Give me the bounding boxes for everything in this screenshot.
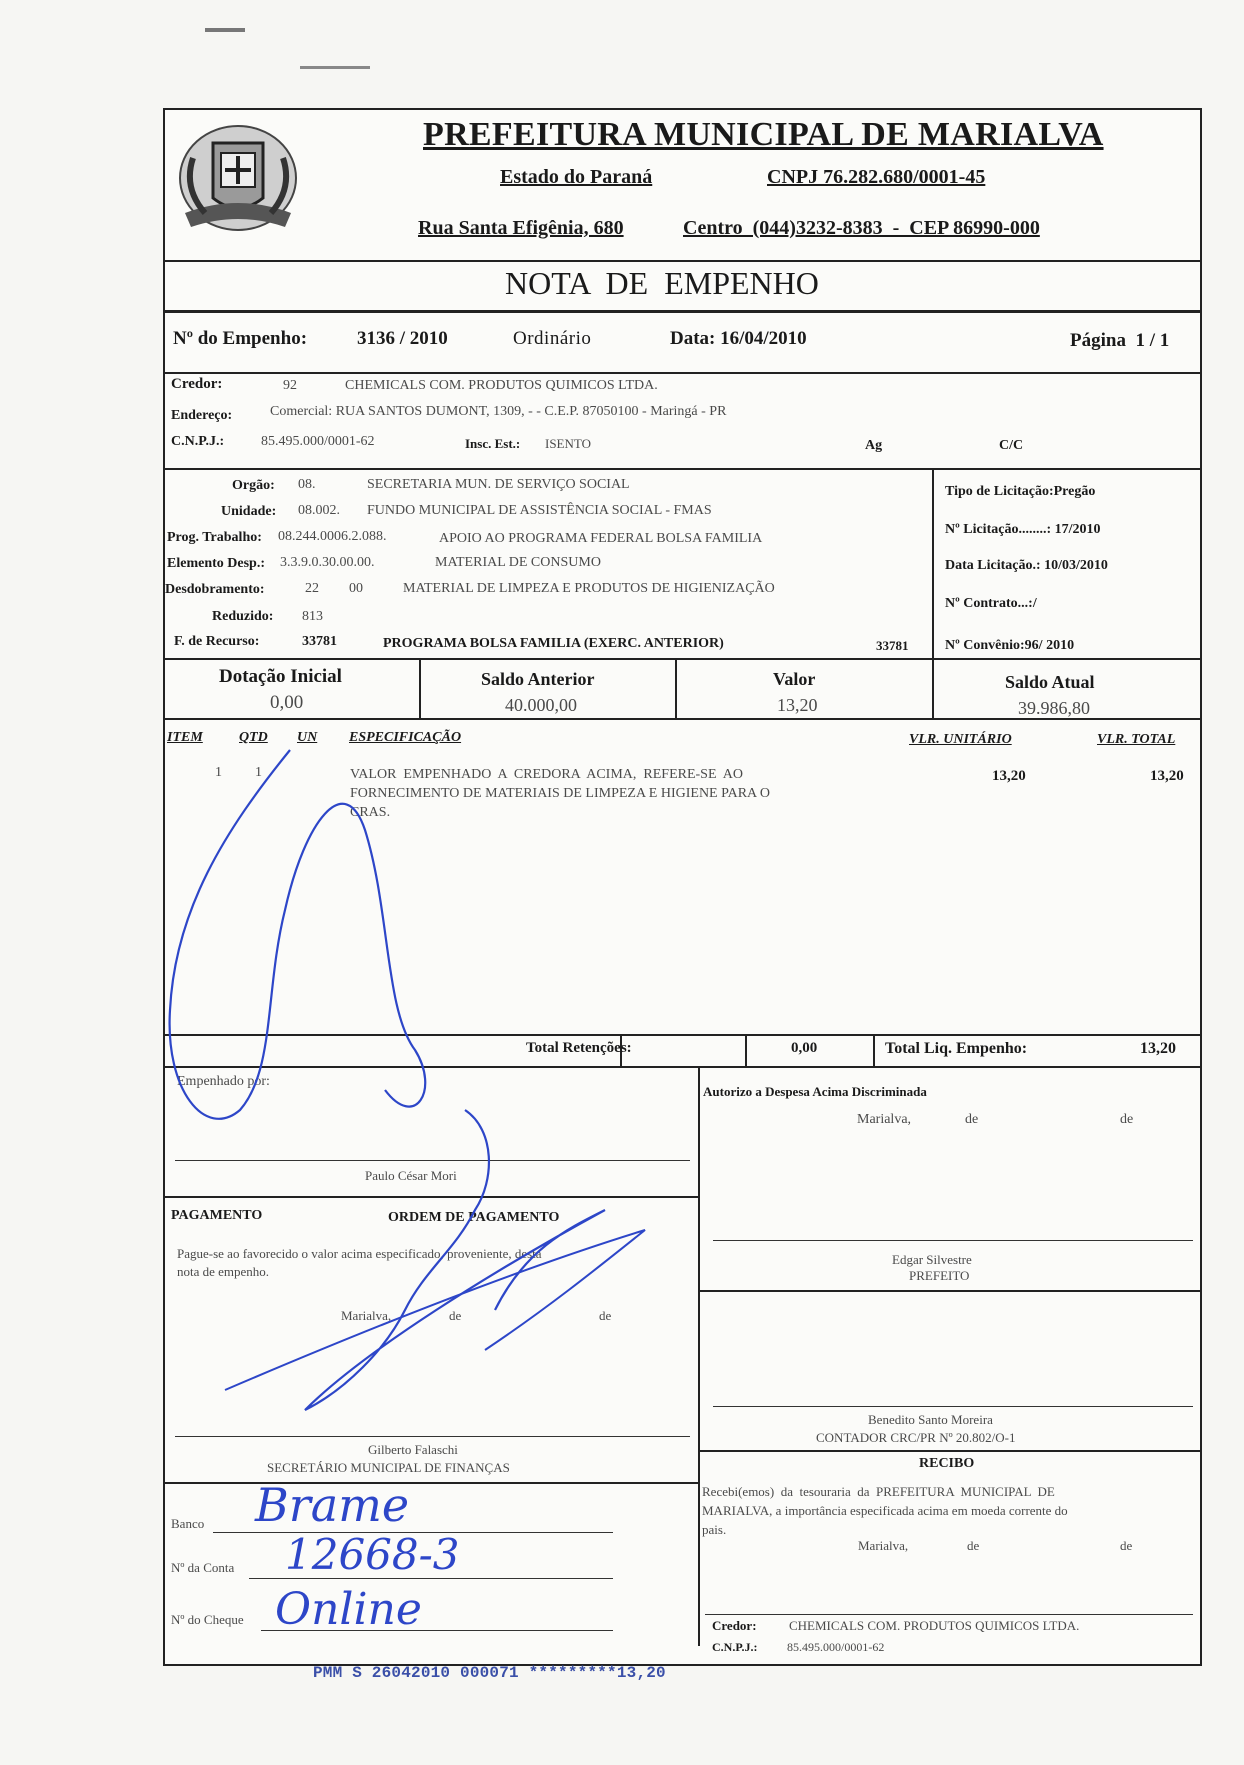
item-number: 1 [215,765,222,780]
reduzido-label: Reduzido: [212,609,274,624]
col-item-header: ITEM [167,730,203,745]
recibo-line-1: Recebi(emos) da tesouraria da PREFEITURA MUNICIPAL DE [702,1484,1055,1499]
conta-corrente-label: C/C [999,438,1024,453]
empenho-number: 3136 / 2010 [357,328,448,349]
recibo-line-3: pais. [702,1522,727,1537]
recibo-credor-label: Credor: [712,1618,757,1633]
empenho-type: Ordinário [513,328,592,349]
recibo-line-2: MARIALVA, a importância especificada acima em moeda corrente do [702,1503,1068,1518]
secretario-name: Gilberto Falaschi [368,1442,458,1457]
scan-mark [300,66,370,69]
cnpj-value: 85.495.000/0001-62 [261,434,375,449]
item-spec-line-1: VALOR EMPENHADO A CREDORA ACIMA, REFERE-SE AO [350,767,743,782]
nota-empenho-form [163,108,1202,1666]
empenho-number-label: Nº do Empenho: [173,328,308,349]
header-contact: Centro (044)3232-8383 - CEP 86990-000 [683,217,1040,239]
prog-trabalho-name: APOIO AO PROGRAMA FEDERAL BOLSA FAMILIA [439,531,763,546]
endereco-label: Endereço: [171,408,233,423]
col-unit-value-header: VLR. UNITÁRIO [909,732,1012,747]
scan-mark [205,28,245,32]
valor-value: 13,20 [777,695,818,715]
numero-cheque-label: Nº do Cheque [171,1612,244,1627]
desdobramento-label: Desdobramento: [165,582,265,597]
contador-name: Benedito Santo Moreira [868,1412,993,1427]
empenhado-por-name: Paulo César Mori [365,1168,457,1183]
col-especificacao-header: ESPECIFICAÇÃO [349,730,462,745]
ordem-de-2: de [599,1308,612,1323]
desdobramento-code-2: 00 [349,581,363,596]
recibo-cnpj-label: C.N.P.J.: [712,1640,758,1654]
orgao-name: SECRETARIA MUN. DE SERVIÇO SOCIAL [367,477,630,492]
prog-trabalho-label: Prog. Trabalho: [167,530,262,545]
elemento-despesa-code: 3.3.9.0.30.00.00. [280,555,375,570]
insc-est-value: ISENTO [545,436,591,451]
fonte-recurso-code-2: 33781 [876,638,909,653]
col-total-header: VLR. TOTAL [1097,732,1176,747]
numero-contrato: Nº Contrato...:/ [945,596,1037,611]
saldo-anterior-value: 40.000,00 [505,695,577,715]
desdobramento-name: MATERIAL DE LIMPEZA E PRODUTOS DE HIGIENIZAÇÃO [403,581,775,596]
autorizo-label: Autorizo a Despesa Acima Discriminada [703,1084,927,1099]
contador-title: CONTADOR CRC/PR Nº 20.802/O-1 [816,1430,1016,1445]
header-cnpj: CNPJ 76.282.680/0001-45 [767,166,986,188]
autorizo-de-1: de [965,1112,979,1127]
valor-label: Valor [773,669,816,689]
state-name: Estado do Paraná [500,166,653,188]
total-liquido-label: Total Liq. Empenho: [885,1040,1028,1057]
dotacao-inicial-label: Dotação Inicial [219,666,342,687]
coat-of-arms-logo [173,118,303,243]
pagamento-label: PAGAMENTO [171,1208,263,1223]
ordem-de-1: de [449,1308,462,1323]
pague-se-line-1: Pague-se ao favorecido o valor acima especificado, proveniente, desta [177,1246,542,1261]
dotacao-inicial-value: 0,00 [270,692,304,713]
handwritten-conta: 12668-3 [285,1530,460,1579]
data-licitacao: Data Licitação.: 10/03/2010 [945,558,1108,573]
payment-stamp: PMM S 26042010 000071 *********13,20 [313,1664,666,1682]
fonte-recurso-code: 33781 [302,634,337,649]
fonte-recurso-name: PROGRAMA BOLSA FAMILIA (EXERC. ANTERIOR) [383,636,724,651]
autorizo-de-2: de [1120,1112,1134,1127]
elemento-despesa-label: Elemento Desp.: [167,556,265,571]
empenhado-por-label: Empenhado por: [177,1074,270,1089]
col-un-header: UN [297,730,318,745]
saldo-atual-label: Saldo Atual [1005,672,1095,692]
numero-convenio: Nº Convênio:96/ 2010 [945,638,1075,653]
desdobramento-code-1: 22 [305,581,319,596]
item-spec-line-3: CRAS. [350,805,391,820]
saldo-atual-value: 39.986,80 [1018,698,1090,718]
handwritten-banco: Brame [255,1478,410,1532]
prog-trabalho-code: 08.244.0006.2.088. [278,529,387,544]
cnpj-label: C.N.P.J.: [171,434,225,449]
elemento-despesa-name: MATERIAL DE CONSUMO [435,555,601,570]
ordem-pagamento-title: ORDEM DE PAGAMENTO [388,1210,560,1225]
ordem-city: Marialva, [341,1308,392,1323]
tipo-licitacao: Tipo de Licitação:Pregão [945,484,1096,499]
signature-scribble [165,710,725,1470]
agencia-label: Ag [865,438,883,453]
header-address: Rua Santa Efigênia, 680 [418,217,624,239]
unidade-code: 08.002. [298,503,340,518]
unidade-name: FUNDO MUNICIPAL DE ASSISTÊNCIA SOCIAL - FMAS [367,503,712,518]
reduzido-code: 813 [302,609,323,624]
unidade-label: Unidade: [221,504,277,519]
prefeito-title: PREFEITO [909,1268,970,1283]
page-number: Página 1 / 1 [1070,330,1170,351]
fonte-recurso-label: F. de Recurso: [174,634,260,649]
item-spec-line-2: FORNECIMENTO DE MATERIAIS DE LIMPEZA E HIGIENE PARA O [350,786,771,801]
item-total-value: 13,20 [1150,768,1184,784]
col-qtd-header: QTD [239,730,268,745]
numero-conta-label: Nº da Conta [171,1560,235,1575]
prefeito-name: Edgar Silvestre [892,1252,972,1267]
document-title: NOTA DE EMPENHO [505,265,819,301]
numero-licitacao: Nº Licitação........: 17/2010 [945,522,1101,537]
recibo-de-2: de [1120,1538,1133,1553]
page-title: PREFEITURA MUNICIPAL DE MARIALVA [423,116,1104,153]
total-retencoes-value: 0,00 [791,1040,818,1056]
recibo-title: RECIBO [919,1456,975,1471]
pague-se-line-2: nota de empenho. [177,1264,270,1279]
endereco-value: Comercial: RUA SANTOS DUMONT, 1309, - - C.E.P. 87050100 - Maringá - PR [270,404,727,419]
credor-label: Credor: [171,376,223,392]
autorizo-city: Marialva, [857,1112,912,1127]
recibo-cnpj-value: 85.495.000/0001-62 [787,1640,885,1654]
handwritten-cheque: Online [275,1584,422,1635]
saldo-anterior-label: Saldo Anterior [481,669,595,689]
empenho-date: Data: 16/04/2010 [670,328,807,349]
credor-code: 92 [283,378,297,393]
recibo-credor-name: CHEMICALS COM. PRODUTOS QUIMICOS LTDA. [789,1618,1080,1633]
recibo-city: Marialva, [858,1538,909,1553]
item-unit-value: 13,20 [992,768,1026,784]
item-qtd: 1 [255,765,262,780]
secretario-title: SECRETÁRIO MUNICIPAL DE FINANÇAS [267,1460,510,1475]
banco-label: Banco [171,1516,205,1531]
orgao-label: Orgão: [232,478,275,493]
insc-est-label: Insc. Est.: [465,436,521,451]
credor-name: CHEMICALS COM. PRODUTOS QUIMICOS LTDA. [345,378,658,393]
orgao-code: 08. [298,477,316,492]
recibo-de-1: de [967,1538,980,1553]
total-liquido-value: 13,20 [1140,1040,1176,1057]
total-retencoes-label: Total Retenções: [526,1040,632,1056]
